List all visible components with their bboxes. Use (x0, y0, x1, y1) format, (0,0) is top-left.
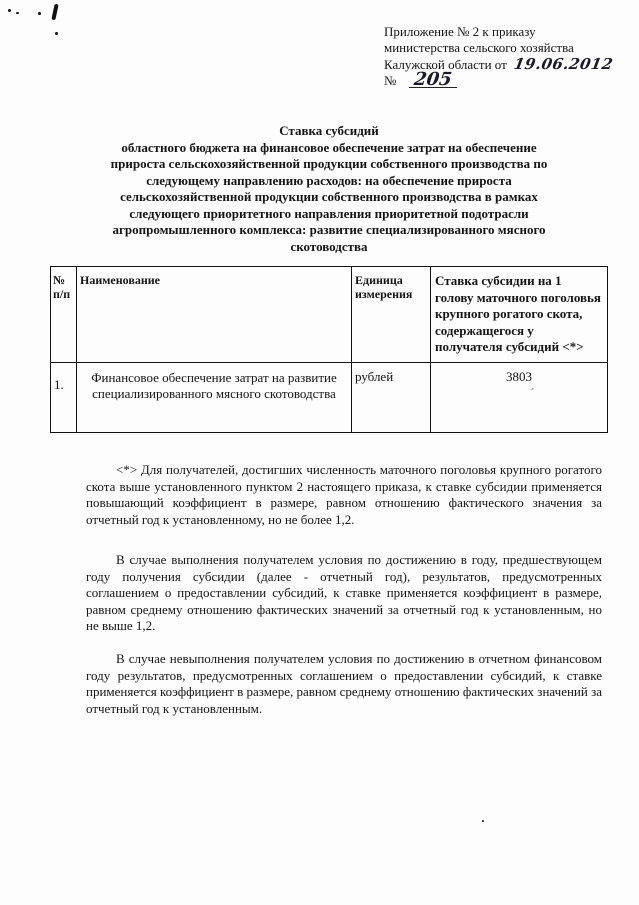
footnote-paragraph (86, 462, 602, 528)
cell-rate: 3803 (506, 368, 532, 384)
header-number-prefix: № (384, 73, 397, 88)
scan-mark (38, 12, 41, 15)
table-header-row (51, 267, 608, 363)
cell-rate-wrapper (431, 362, 608, 432)
header-cell-num: № п/п (51, 267, 77, 363)
title-line: скотоводства (290, 238, 368, 254)
header-cell-unit: Единица измерения (352, 267, 431, 363)
document-header (384, 24, 624, 89)
paragraph-text: В случае выполнения получателем условия по достижению в году, предшествующем году получения субсидии (далее - отчетный год), результатов, предусмотренных соглашением о предоставлении субсидий, к ставке применяется коэффициент в размере, равном среднему отношению фактических значений за отчетный год к установленным, но не выше 1,2. (86, 552, 602, 633)
table-row (51, 362, 608, 432)
scan-mark (51, 4, 58, 20)
scan-mark (8, 9, 11, 12)
title-line: следующему направлению расходов: на обеспечение прироста (146, 172, 512, 188)
title-line: сельскохозяйственной продукции собственного производства в рамках (120, 189, 538, 204)
scan-mark (55, 32, 58, 35)
title-line: агропромышленного комплекса: развитие специализированного мясного (112, 222, 546, 237)
pen-tick-mark: ˊ (529, 388, 534, 399)
title-heading: Ставка субсидий (279, 123, 379, 138)
cell-num: 1. (51, 362, 77, 432)
scan-mark (16, 12, 19, 14)
handwritten-number: 205 (409, 73, 459, 88)
cell-unit: рублей (352, 362, 431, 432)
scan-mark (482, 820, 484, 822)
title-line: областного бюджета на финансовое обеспечение затрат на обеспечение (121, 139, 537, 155)
title-line: следующего приоритетного направления приоритетной подотрасли (129, 205, 529, 221)
paragraph-text: <*> Для получателей, достигших численность маточного поголовья крупного рогатого скота выше установленного пунктом 2 настоящего приказа, к ставке субсидии применяется повышающий коэффициент в размере, равном отношению фактического значения за отчетный год к установленному, но не более 1,2. (86, 462, 602, 527)
header-line-ministry: министерства сельского хозяйства (384, 40, 574, 55)
title-line: прироста сельскохозяйственной продукции собственного производства по (110, 156, 548, 171)
header-cell-rate: Ставка субсидии на 1 голову маточного поголовья крупного рогатого скота, содержащегося у получателя субсидий <*> (431, 267, 608, 363)
paragraph (86, 651, 602, 717)
cell-name: Финансовое обеспечение затрат на развитие специализированного мясного скотоводства (77, 362, 352, 432)
handwritten-date: 19.06.2012 (512, 55, 615, 73)
paragraph-text: В случае невыполнения получателем условия по достижению в отчетном финансовом году результатов, предусмотренных соглашением о предоставлении субсидий, к ставке применяется коэффициент в размере, равном среднему отношению фактических значений за отчетный год к установленным. (86, 651, 602, 716)
header-line-appendix: Приложение № 2 к приказу (384, 24, 536, 39)
header-date-prefix: Калужской области от (384, 57, 507, 72)
document-title (60, 123, 598, 255)
header-line-number (384, 69, 624, 90)
paragraph (86, 552, 602, 635)
subsidy-rate-table (50, 266, 608, 433)
header-cell-name: Наименование (77, 267, 352, 363)
